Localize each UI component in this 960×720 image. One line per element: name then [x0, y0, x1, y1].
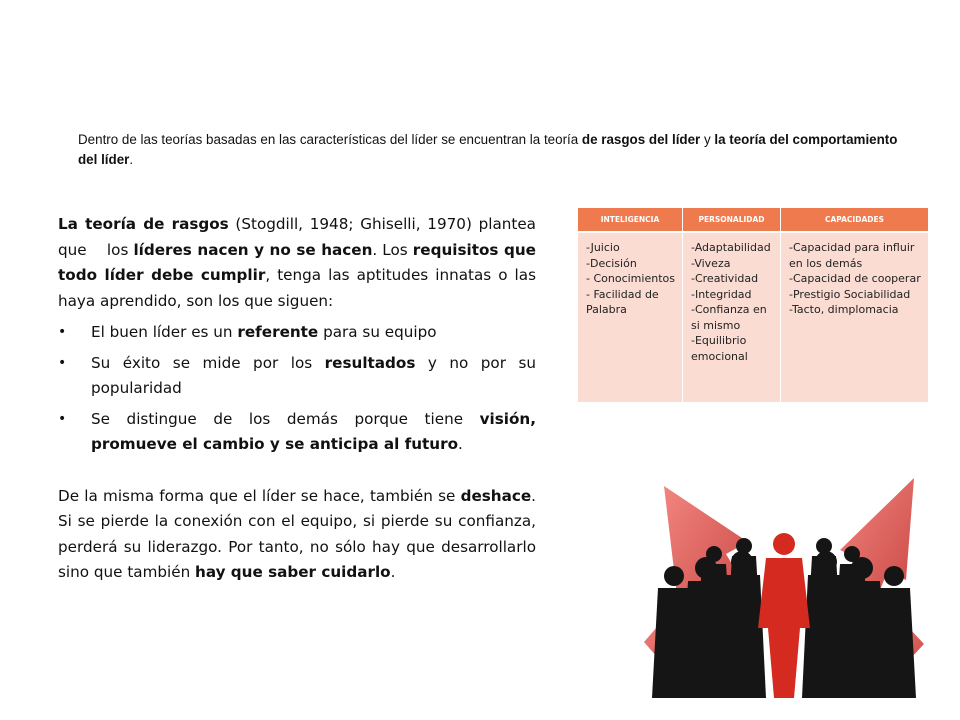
- p1-bold-3: requisitos que todo líder debe cumplir: [58, 240, 536, 284]
- table-header-row: [578, 208, 929, 232]
- cell-line: -Equilibrio emocional: [691, 334, 748, 363]
- intro-text: [78, 130, 918, 170]
- bullet-text: .: [458, 435, 463, 453]
- bullet-icon: •: [58, 324, 67, 340]
- p2-bold-1: deshace: [460, 486, 532, 505]
- leadership-crowd-arrows-icon: [644, 472, 924, 698]
- intro-text-3: .: [129, 152, 134, 167]
- header-personalidad: PERSONALIDAD: [683, 208, 781, 232]
- cell-line: -Juicio: [586, 241, 620, 254]
- bullet-bold: resultados: [324, 353, 416, 372]
- cell-line: -Creatividad: [691, 272, 759, 285]
- list-item: [58, 407, 536, 458]
- main-text: [58, 212, 546, 586]
- cell-line: -Integridad: [691, 287, 752, 301]
- bullet-icon: •: [58, 410, 67, 427]
- bullet-bold: visión, promueve el cambio y se anticipa al futuro: [91, 409, 536, 453]
- intro-text-1: Dentro de las teorías basadas en las características del líder se encuentran la teoría: [78, 132, 582, 147]
- p1-text-3: , tenga las aptitudes innatas o las haya aprendido, son los que siguen:: [58, 266, 537, 310]
- bullet-text: para su equipo: [318, 323, 437, 341]
- list-item: [58, 351, 536, 402]
- bullet-text: Su éxito se mide por los: [91, 353, 325, 372]
- cell-line: -Decisión: [586, 256, 637, 270]
- bullet-text: Se distingue de los demás porque tiene: [91, 409, 480, 428]
- bullet-text: y no por su popularidad: [91, 353, 536, 397]
- bullet-text: El buen líder es un: [91, 323, 238, 341]
- cell-line: - Conocimientos: [586, 272, 675, 285]
- p1-text-1: (Stogdill, 1948; Ghiselli, 1970) plantea que los: [58, 215, 541, 259]
- traits-table: [578, 208, 929, 402]
- p1-text-2: . Los: [372, 240, 413, 259]
- cell-line: -Capacidad de cooperar: [789, 272, 921, 285]
- cell-line: -Capacidad para influir en los demás: [789, 241, 915, 270]
- p1-bold-2: líderes nacen y no se hacen: [133, 240, 373, 259]
- p2-text-1: De la misma forma que el líder se hace, también se: [58, 486, 461, 505]
- bullet-bold: referente: [237, 323, 319, 341]
- cell-line: -Adaptabilidad: [691, 241, 771, 254]
- cell-line: -Viveza: [691, 256, 731, 270]
- intro-bold-2: la teoría del comportamiento del líder: [78, 132, 898, 167]
- cell-line: -Confianza en si mismo: [691, 303, 767, 332]
- list-item: [58, 320, 536, 346]
- header-inteligencia: INTELIGENCIA: [578, 208, 683, 232]
- header-capacidades: CAPACIDADES: [781, 208, 929, 232]
- cell-line: -Prestigio Sociabilidad: [789, 287, 911, 301]
- bullet-icon: •: [58, 354, 67, 371]
- paragraph-2: [58, 484, 546, 586]
- paragraph-1: [58, 212, 541, 314]
- requirements-list: [58, 320, 536, 458]
- p1-bold-1: La teoría de rasgos: [58, 215, 229, 233]
- cell-personalidad: [683, 232, 781, 402]
- p2-bold-2: hay que saber cuidarlo: [195, 563, 391, 581]
- table-row: [578, 232, 929, 402]
- p2-text-2: . Si se pierde la conexión con el equipo, si pierde su confianza, perderá su liderazgo. Por tanto, no sólo hay que desarrollarlo sino que también: [58, 486, 546, 581]
- leader-figure: [758, 533, 810, 698]
- intro-bold-1: de rasgos del líder: [581, 132, 701, 147]
- cell-inteligencia: [578, 232, 683, 402]
- cell-capacidades: [781, 232, 929, 402]
- intro-text-2: y: [700, 132, 715, 147]
- p2-text-3: .: [390, 563, 396, 581]
- cell-line: -Tacto, dimplomacia: [789, 303, 899, 316]
- cell-line: - Facilidad de Palabra: [586, 287, 659, 316]
